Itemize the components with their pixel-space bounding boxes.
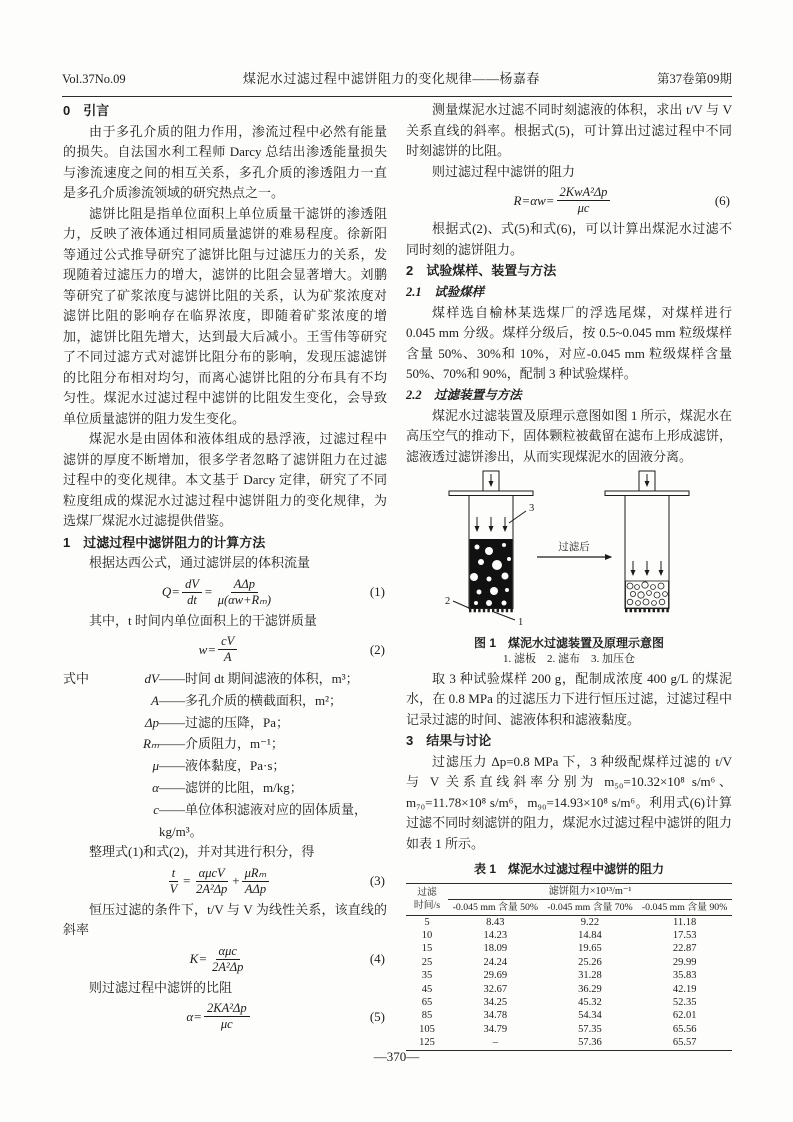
- paragraph: 恒压过滤的条件下，t/V 与 V 为线性关系，该直线的斜率: [63, 901, 387, 938]
- table-cell: 14.84: [578, 929, 602, 941]
- paragraph: 则过滤过程中滤饼的比阻: [89, 979, 233, 995]
- symbol-definition: Rₘ ——介质阻力，m⁻¹；: [142, 736, 284, 752]
- callout-3: 3: [529, 503, 535, 514]
- equation-2: w= $\frac{cV}{A}$ (2): [198, 634, 385, 664]
- paragraph: 取 3 种试验煤样 200 g，配制成浓度 400 g/L 的煤泥水，在 0.8 MPa 的过滤压力下进行恒压过滤，过滤过程中记录过滤的时间、滤液体积和滤液黏度。: [406, 670, 732, 727]
- table-cell: 18.09: [483, 943, 508, 955]
- paragraph: 根据达西公式，通过滤饼层的体积流量: [89, 555, 311, 570]
- callout-1: 1: [518, 617, 524, 627]
- section-heading-0: 0 引言: [63, 103, 110, 118]
- paragraph: 煤泥水是由固体和液体组成的悬浮液，过滤过程中滤饼的厚度不断增加，很多学者忽略了滤饼阻力在过滤过程中的变化规律。本文基于 Darcy 定律，研究了不同粒度组成的煤泥水过滤过程中滤饼阻力的变化规律，为选煤厂煤泥水过滤提供借鉴。: [63, 431, 387, 528]
- fraction: $\frac{\text{αμc}}{\text{2A²Δp}}$: [212, 943, 244, 974]
- fraction: $\frac{\text{μRₘ}}{\text{AΔp}}$: [242, 866, 270, 897]
- table-span-header: 滤饼阻力×10¹³/m⁻¹: [448, 883, 732, 899]
- table-cell: 125: [419, 1037, 435, 1049]
- issue-number: 第37卷第09期: [656, 72, 732, 86]
- fraction: $\frac{\text{2KwA²Δp}}{\mu c}$: [557, 185, 611, 216]
- table-cell: 35: [421, 970, 433, 982]
- equation-5: α= $\frac{\text{2KA²Δp}}{\mu c}$ (5): [186, 1001, 385, 1032]
- table-cell: 19.65: [578, 943, 602, 955]
- table-cell: 62.01: [672, 1010, 697, 1022]
- subsection-heading-2-2: 2.2 过滤装置与方法: [406, 387, 522, 402]
- table-cell: 36.29: [578, 983, 602, 995]
- cake-resistance-table: [406, 883, 732, 1051]
- table-cell: 52.35: [672, 996, 697, 1008]
- table-cell: 32.67: [483, 983, 508, 995]
- equation-number: (2): [369, 641, 385, 657]
- table-cell: 105: [419, 1023, 435, 1035]
- callout-2: 2: [445, 596, 451, 607]
- fraction: $\frac{cV}{A}$: [218, 634, 237, 665]
- table-cell: 65.57: [672, 1037, 697, 1049]
- table-cell: 24.24: [483, 956, 508, 968]
- table-row: [406, 983, 732, 996]
- table-cell: 5: [424, 916, 430, 928]
- table-cell: 9.22: [580, 916, 600, 928]
- paragraph: 其中，t 时间内单位面积上的干滤饼质量: [89, 612, 317, 628]
- filtration-apparatus-diagram: [419, 469, 719, 627]
- figure-caption: 图 1 煤泥水过滤装置及原理示意图: [473, 635, 664, 650]
- table-cell: 31.28: [578, 970, 602, 982]
- after-filtration-arrow: [537, 540, 611, 557]
- paragraph: 煤样选自榆林某选煤厂的浮选尾煤，对煤样进行 0.045 mm 分级。煤样分级后，按 0.5~0.045 mm 粒级煤样含量 50%、30%和 10%，对应-0.045 mm 粒级煤样含量 50%、70%和 90%，配制 3 种试验煤样。: [406, 304, 732, 381]
- table-cell: 25.26: [578, 956, 602, 968]
- equation-number: (3): [369, 873, 385, 889]
- section-heading-3: 3 结果与讨论: [406, 733, 492, 748]
- symbol-definition: c ——单位体积滤液对应的固体质量，kg/m³。: [153, 801, 368, 839]
- paragraph: 煤泥水过滤装置及原理示意图如图 1 所示，煤泥水在高压空气的推动下，固体颗粒被截留在滤布上形成滤饼，滤液透过滤饼渗出，从而实现煤泥水的固液分离。: [406, 407, 732, 464]
- fraction: $\frac{t}{V}$: [169, 865, 178, 896]
- table-cell: 29.69: [483, 970, 508, 982]
- equation-1: Q= $\frac{dV}{dt}$ = $\frac{\text{AΔp}}{\text{μ(αw+Rₘ)}}$ (1): [161, 576, 385, 607]
- table-row: [406, 915, 732, 929]
- symbol-definition: α ——滤饼的比阻，m/kg；: [152, 779, 303, 795]
- table-cell: 57.36: [578, 1037, 602, 1049]
- table-cell: 57.35: [578, 1023, 602, 1035]
- right-column: [406, 100, 732, 1051]
- table-cell: 65.56: [672, 1023, 697, 1035]
- symbol-definition: μ ——液体黏度，Pa·s；: [152, 758, 286, 774]
- paragraph: 根据式(2)、式(5)和式(6)，可以计算出煤泥水过滤不同时刻的滤饼阻力。: [406, 221, 732, 257]
- equation-number: (6): [714, 192, 730, 208]
- section-heading-2: 2 试验煤样、装置与方法: [406, 263, 557, 278]
- table-subheader: -0.045 mm 含量 70%: [543, 899, 638, 915]
- table-row: [406, 942, 732, 955]
- table-cell: 54.34: [578, 1010, 602, 1022]
- volume-number: Vol.37No.09: [62, 72, 126, 86]
- running-title: 煤泥水过滤过程中滤饼阻力的变化规律——杨嘉春: [242, 71, 540, 86]
- equation-lhs: Q=: [161, 584, 181, 599]
- table-cell: 25: [421, 956, 433, 968]
- table-cell: 14.23: [483, 929, 508, 941]
- table-cell: 17.53: [672, 929, 697, 941]
- table-row: [406, 1023, 732, 1036]
- paragraph: 则过滤过程中滤饼的阻力: [432, 163, 576, 179]
- figure-1: [406, 469, 732, 667]
- filter-cake: [626, 581, 669, 608]
- subsection-heading-2-1: 2.1 试验煤样: [406, 284, 485, 299]
- paragraph: 滤饼比阻是指单位面积上单位质量干滤饼的渗透阻力，反映了液体通过相同质量滤饼的难易程度。徐新阳等通过公式推导研究了滤饼比阻与过滤压力的关系，发现随着过滤压力的增大，滤饼的比阻会显著增大。刘鹏等研究了矿浆浓度与滤饼比阻的关系，认为矿浆浓度对滤饼比阻的影响存在临界浓度，即随着矿浆浓度的增加，滤饼比阻先增大，达到最大后减小。王雪伟等研究了不同过滤方式对滤饼比阻分布的影响，发现压滤滤饼的比阻分布相对均匀，而离心滤饼比阻的分布具有不均匀性。煤泥水过滤过程中滤饼的比阻发生变化，会导致单位质量滤饼的阻力发生变化。: [63, 205, 387, 426]
- equation-number: (4): [369, 951, 385, 967]
- table-cell: 8.43: [486, 916, 505, 928]
- paragraph: 由于多孔介质的阻力作用，渗流过程中必然有能量的损失。自法国水利工程师 Darcy 总结出渗透能量损失与渗流速度之间的相互关系，多孔介质的渗透阻力一直是多孔介质渗流领域的研究热点之一。: [63, 123, 387, 200]
- table-title: 表 1 煤泥水过滤过程中滤饼的阻力: [473, 862, 664, 876]
- table-cell: 45.32: [578, 996, 602, 1008]
- table-row: [406, 1036, 732, 1050]
- table-row: [406, 929, 732, 942]
- equation-4: K= $\frac{\text{αμc}}{\text{2A²Δp}}$ (4): [189, 943, 385, 974]
- table-cell: 29.99: [672, 956, 697, 968]
- table-cell: 65: [421, 996, 433, 1008]
- figure-legend: 1. 滤板 2. 滤布 3. 加压仓: [503, 652, 635, 665]
- table-cell: 15: [421, 943, 433, 955]
- table-subheader: -0.045 mm 含量 50%: [448, 899, 543, 915]
- fraction: $\frac{\text{2KA²Δp}}{\mu c}$: [204, 1001, 250, 1032]
- table-cell: 34.79: [483, 1023, 508, 1035]
- table-subheader: -0.045 mm 含量 90%: [637, 899, 732, 915]
- equation-6: R=αw= $\frac{\text{2KwA²Δp}}{\mu c}$ (6): [513, 185, 730, 215]
- table-cell: 35.83: [672, 970, 697, 982]
- table-cell: 85: [421, 1010, 433, 1022]
- fraction: $\frac{\text{αμcV}}{\text{2A²Δp}}$: [196, 865, 228, 896]
- where-label: 式中: [63, 671, 90, 686]
- symbol-definition: 式中 dV ——时间 dt 期间滤液的体积，m³；: [63, 668, 387, 690]
- symbol-definition: Δp ——过滤的压降，Pa；: [144, 714, 290, 730]
- table-row: [406, 969, 732, 982]
- equation-number: (5): [369, 1008, 385, 1024]
- table-cell: 34.25: [483, 996, 508, 1008]
- fraction: $\frac{dV}{dt}$: [182, 577, 202, 608]
- left-column: [63, 100, 387, 1035]
- journal-header: [62, 68, 732, 97]
- paragraph: 测量煤泥水过滤不同时刻滤液的体积，求出 t/V 与 V 关系直线的斜率。根据式(5)，可计算出过滤过程中不同时刻滤饼的比阻。: [406, 102, 732, 158]
- table-cell: 42.19: [672, 983, 697, 995]
- paragraph: 整理式(1)和式(2)，并对其进行积分，得: [89, 844, 315, 860]
- vessel-after-filtration: [605, 471, 689, 611]
- symbol-definition: A ——多孔介质的横截面积，m²；: [151, 692, 343, 708]
- table-header-time: 过滤 时间/s: [406, 883, 448, 915]
- cake-resistance-table-body: [406, 915, 732, 1050]
- page-number: —370—: [373, 1049, 420, 1064]
- paragraph: 过滤压力 Δp=0.8 MPa 下，3 种级配煤样过滤的 t/V 与 V 关系直线斜率分别为 m₅₀=10.32×10⁸ s/m⁶、m₇₀=11.78×10⁸ s/m⁶，m₉₀=14.93×10⁸ s/m⁶。利用式(6)计算过滤不同时刻滤饼的阻力，煤泥水过滤过程中滤饼的阻力如表 1 所示。: [406, 753, 732, 851]
- table-cell: –: [492, 1037, 498, 1049]
- table-row: [406, 956, 732, 969]
- equation-number: (1): [369, 584, 385, 599]
- equation-3: $\frac{t}{V}$ = $\frac{\text{αμcV}}{\text{2A²Δp}}$ + $\frac{\text{μRₘ}}{\text{AΔp}}$ (3): [63, 866, 373, 897]
- section-heading-1: 1 过滤过程中滤饼阻力的计算方法: [63, 534, 266, 550]
- table-row: [406, 996, 732, 1009]
- table-cell: 22.87: [672, 943, 697, 955]
- arrow-label: 过滤后: [558, 542, 590, 553]
- table-cell: 34.78: [483, 1010, 508, 1022]
- fraction: $\frac{\text{AΔp}}{\text{μ(αw+Rₘ)}}$: [217, 576, 272, 607]
- table-cell: 11.18: [673, 916, 697, 928]
- table-cell: 45: [421, 983, 433, 995]
- table-row: [406, 1009, 732, 1022]
- table-cell: 10: [421, 929, 433, 941]
- vessel-before-filtration: [449, 471, 533, 620]
